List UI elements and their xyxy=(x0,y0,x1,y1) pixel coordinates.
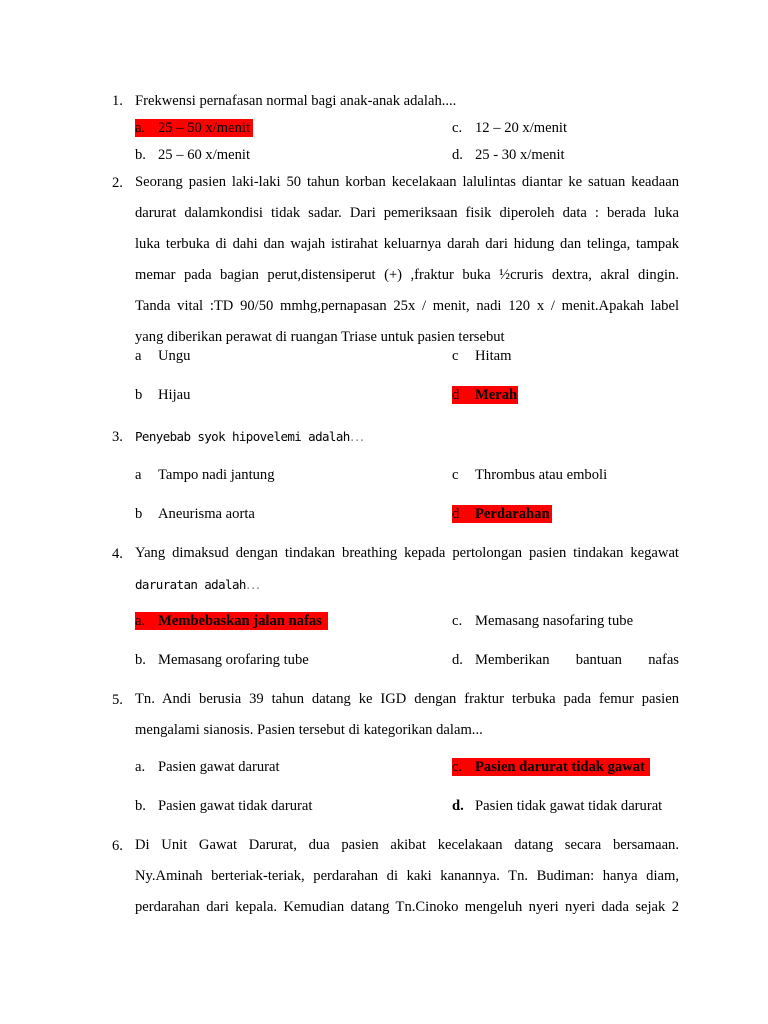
question-text: Yang dimaksud dengan tindakan breathing kepada pertolongan pasien tindakan kegawat daruratan adalah… xyxy=(135,545,679,593)
question-text: Tn. Andi berusia 39 tahun datang ke IGD dengan fraktur terbuka pada femur pasien mengalami sianosis. Pasien tersebut di kategorikan dalam... xyxy=(135,691,679,738)
question-text: Di Unit Gawat Darurat, dua pasien akibat kecelakaan datang secara bersamaan. Ny.Aminah berteriak-teriak, perdarahan di kaki kanannya. Tn. Budiman: hanya diam, perdarahan dari kepala. Kemudian datang Tn.Cinoko mengeluh nyeri nyeri dada sejak 2 xyxy=(135,837,679,915)
question-text: Seorang pasien laki-laki 50 tahun korban kecelakaan lalulintas diantar ke satuan keadaan darurat dalamkondisi tidak sadar. Dari pemeriksaan fisik diperoleh data : berada luka luka terbuka di dahi dan wajah istirahat keluarnya darah dari hidung dan telinga, tampak memar pada bagian perut,distensiperut (+) ,fraktur buka ½cruris dextra, akral dingin. Tanda vital :TD 90/50 mmhg,pernapasan 25x / menit, nadi 120 x / menit.Apakah label yang diberikan perawat di ruangan Triase untuk pasien tersebut xyxy=(135,174,679,345)
question-number: 5. xyxy=(112,692,123,708)
question-number: 3. xyxy=(112,429,123,445)
question-text: Frekwensi pernafasan normal bagi anak-anak adalah.... xyxy=(135,93,457,109)
question-number: 6. xyxy=(112,838,123,854)
question-number: 4. xyxy=(112,546,123,562)
question-text: Penyebab syok hipovelemi adalah… xyxy=(135,429,365,445)
question-number: 1. xyxy=(112,93,123,109)
question-number: 2. xyxy=(112,175,123,191)
